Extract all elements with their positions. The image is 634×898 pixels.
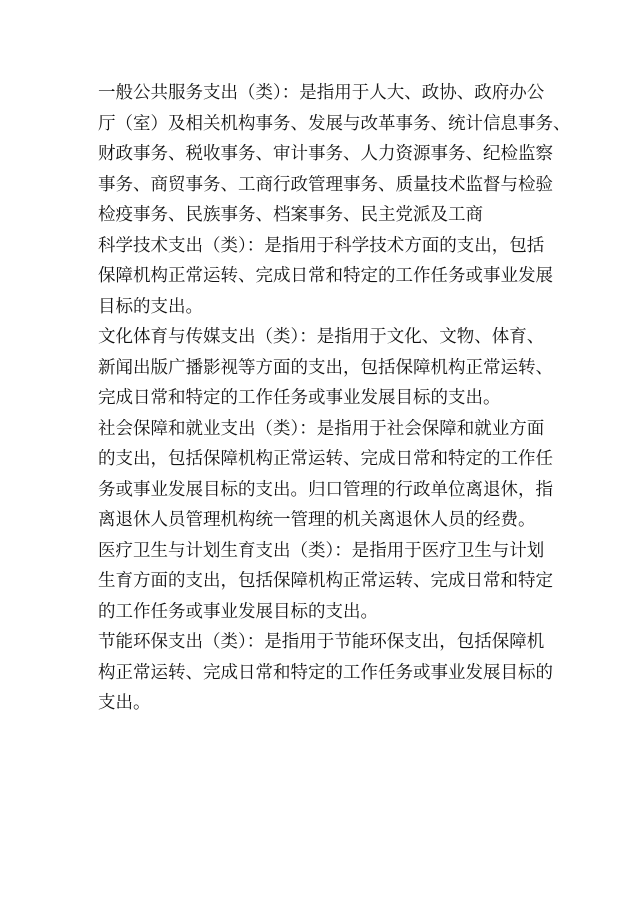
paragraph-energy-environment <box>98 627 553 719</box>
text-line: 节能环保支出（类）：是指用于节能环保支出，包括保障机 <box>98 632 545 652</box>
paragraph-general-public-services <box>98 78 571 231</box>
text-line: 保障机构正常运转、完成日常和特定的工作任务或事业发展 <box>98 266 553 286</box>
text-line: 财政事务、税收事务、审计事务、人力资源事务、纪检监察 <box>98 144 553 164</box>
text-line: 文化体育与传媒支出（类）：是指用于文化、文物、体育、 <box>98 327 545 347</box>
document-body <box>98 78 571 719</box>
paragraph-science-technology <box>98 231 553 323</box>
text-line: 完成日常和特定的工作任务或事业发展目标的支出。 <box>98 388 501 408</box>
paragraph-culture-sports-media <box>98 322 553 414</box>
text-line: 科学技术支出（类）：是指用于科学技术方面的支出，包括 <box>98 235 545 256</box>
text-line: 社会保障和就业支出（类）：是指用于社会保障和就业方面 <box>98 418 545 439</box>
text-line: 检疫事务、民族事务、档案事务、民主党派及工商 <box>98 205 483 225</box>
text-line: 医疗卫生与计划生育支出（类）：是指用于医疗卫生与计划 <box>98 540 545 561</box>
text-line: 事务、商贸事务、工商行政管理事务、质量技术监督与检验 <box>98 174 553 195</box>
text-line: 支出。 <box>98 693 151 713</box>
text-line: 务或事业发展目标的支出。归口管理的行政单位离退休，指 <box>98 479 553 500</box>
text-line: 厅（室）及相关机构事务、发展与改革事务、统计信息事务、 <box>98 113 571 134</box>
text-line: 生育方面的支出，包括保障机构正常运转、完成日常和特定 <box>98 571 553 591</box>
text-line: 新闻出版广播影视等方面的支出，包括保障机构正常运转、 <box>98 357 553 378</box>
text-line: 的工作任务或事业发展目标的支出。 <box>98 601 378 622</box>
paragraph-health-family-planning <box>98 536 553 628</box>
paragraph-social-security-employment <box>98 414 553 536</box>
text-line: 目标的支出。 <box>98 296 203 317</box>
text-line: 构正常运转、完成日常和特定的工作任务或事业发展目标的 <box>98 662 553 683</box>
text-line: 离退休人员管理机构统一管理的机关离退休人员的经费。 <box>98 510 536 530</box>
text-line: 一般公共服务支出（类）：是指用于人大、政协、政府办公 <box>98 83 545 103</box>
text-line: 的支出，包括保障机构正常运转、完成日常和特定的工作任 <box>98 449 553 469</box>
